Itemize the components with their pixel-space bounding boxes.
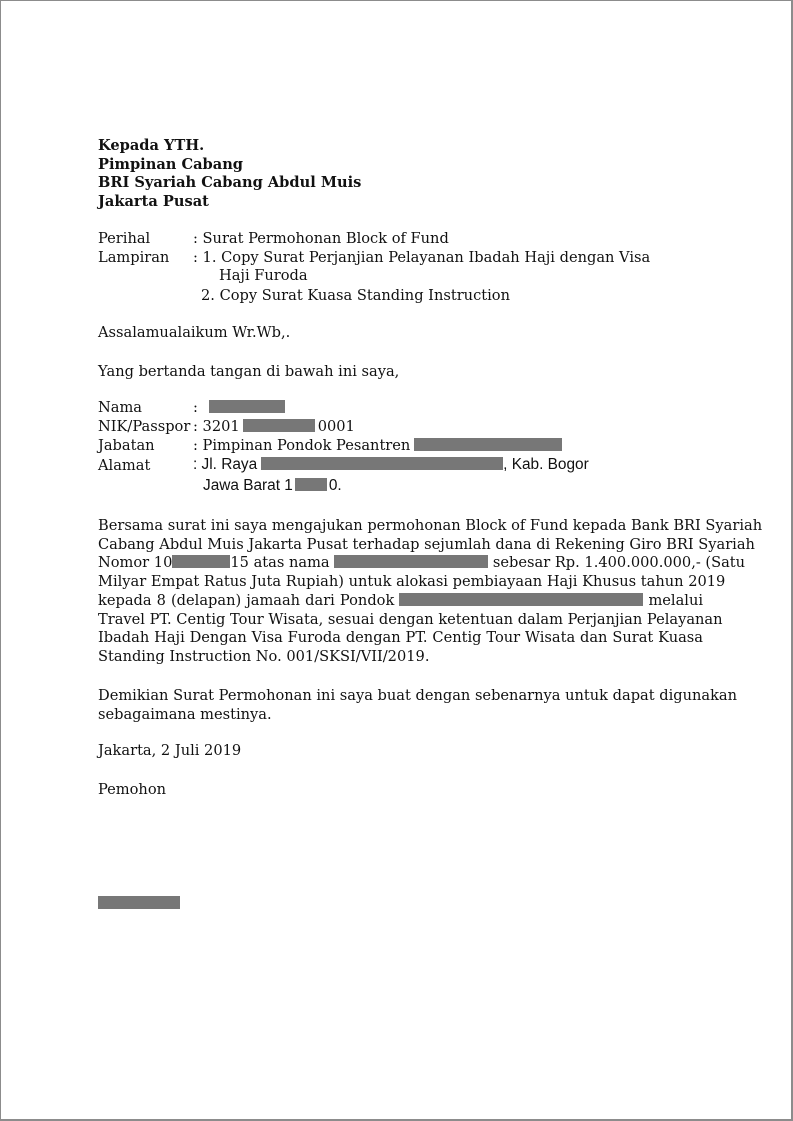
jabatan-prefix: : Pimpinan Pondok Pesantren <box>193 437 411 454</box>
redacted-address <box>261 457 503 470</box>
body-line-3-c: sebesar Rp. 1.400.000.000,- (Satu <box>492 554 746 572</box>
body-line-3-b: 15 atas nama <box>230 554 330 572</box>
place-date: Jakarta, 2 Juli 2019 <box>98 742 242 759</box>
redacted-pesantren-name <box>414 438 562 451</box>
body-line-5 <box>98 592 703 611</box>
recipient-line-3: BRI Syariah Cabang Abdul Muis <box>98 174 362 191</box>
redacted-account-holder <box>334 555 488 568</box>
body-line-5-a: kepada 8 (delapan) jamaah dari Pondok <box>98 591 395 609</box>
body-line-3 <box>98 554 746 573</box>
lampiran-item-1: : 1. Copy Surat Perjanjian Pelayanan Ibadah Haji dengan Visa <box>193 249 651 266</box>
nik-value <box>193 418 355 435</box>
closing-paragraph <box>98 687 738 724</box>
body-line-8: Standing Instruction No. 001/SKSI/VII/2019. <box>98 647 430 665</box>
body-line-5-b: melalui <box>648 591 704 609</box>
closing-line-2: sebagaimana mestinya. <box>98 705 272 723</box>
body-line-1: Bersama surat ini saya mengajukan permohonan Block of Fund kepada Bank BRI Syariah <box>98 517 763 534</box>
nama-separator: : <box>193 399 198 416</box>
recipient-line-4: Jakarta Pusat <box>98 193 209 210</box>
redacted-pondok-name <box>399 593 643 606</box>
signer-role: Pemohon <box>98 781 167 798</box>
lampiran-item-2: 2. Copy Surat Kuasa Standing Instruction <box>201 287 510 304</box>
redacted-nik <box>243 419 315 432</box>
perihal-value: : Surat Permohonan Block of Fund <box>193 230 449 247</box>
signature-name <box>98 895 180 912</box>
intro-text: Yang bertanda tangan di bawah ini saya, <box>98 363 400 380</box>
redacted-postcode <box>295 478 327 491</box>
lampiran-item-1-continuation: Haji Furoda <box>219 267 308 284</box>
body-line-7: Ibadah Haji Dengan Visa Furoda dengan PT. Centig Tour Wisata dan Surat Kuasa <box>98 629 703 647</box>
recipient-line-1: Kepada YTH. <box>98 137 205 154</box>
redacted-account-number <box>172 555 230 568</box>
body-line-3-a: Nomor 10 <box>98 554 173 572</box>
alamat-line-2-suffix: 0. <box>328 477 342 494</box>
closing-line-1: Demikian Surat Permohonan ini saya buat dengan sebenarnya untuk dapat digunakan <box>98 687 738 704</box>
alamat-value <box>193 456 589 474</box>
nama-value <box>193 399 285 416</box>
recipient-line-2: Pimpinan Cabang <box>98 156 244 173</box>
alamat-prefix: : Jl. Raya <box>193 456 258 473</box>
jabatan-label: Jabatan <box>98 437 155 454</box>
body-line-2: Cabang Abdul Muis Jakarta Pusat terhadap sejumlah dana di Rekening Giro BRI Syariah <box>98 535 755 553</box>
body-paragraph <box>98 517 763 667</box>
greeting: Assalamualaikum Wr.Wb,. <box>98 324 291 341</box>
redacted-name <box>209 400 285 413</box>
perihal-label: Perihal <box>98 230 151 247</box>
alamat-line-2 <box>203 477 342 495</box>
body-line-4: Milyar Empat Ratus Juta Rupiah) untuk alokasi pembiayaan Haji Khusus tahun 2019 <box>98 573 726 591</box>
nama-label: Nama <box>98 399 143 416</box>
nik-suffix: 0001 <box>317 418 355 435</box>
nik-prefix: : 3201 <box>193 418 240 435</box>
lampiran-label: Lampiran <box>98 249 170 266</box>
nik-label: NIK/Passpor <box>98 418 191 435</box>
alamat-line-2-prefix: Jawa Barat 1 <box>203 477 293 494</box>
jabatan-value <box>193 437 562 454</box>
alamat-label: Alamat <box>98 457 151 474</box>
redacted-signer-name <box>98 896 180 909</box>
alamat-suffix: , Kab. Bogor <box>503 456 589 473</box>
body-line-6: Travel PT. Centig Tour Wisata, sesuai dengan ketentuan dalam Perjanjian Pelayanan <box>98 610 723 628</box>
